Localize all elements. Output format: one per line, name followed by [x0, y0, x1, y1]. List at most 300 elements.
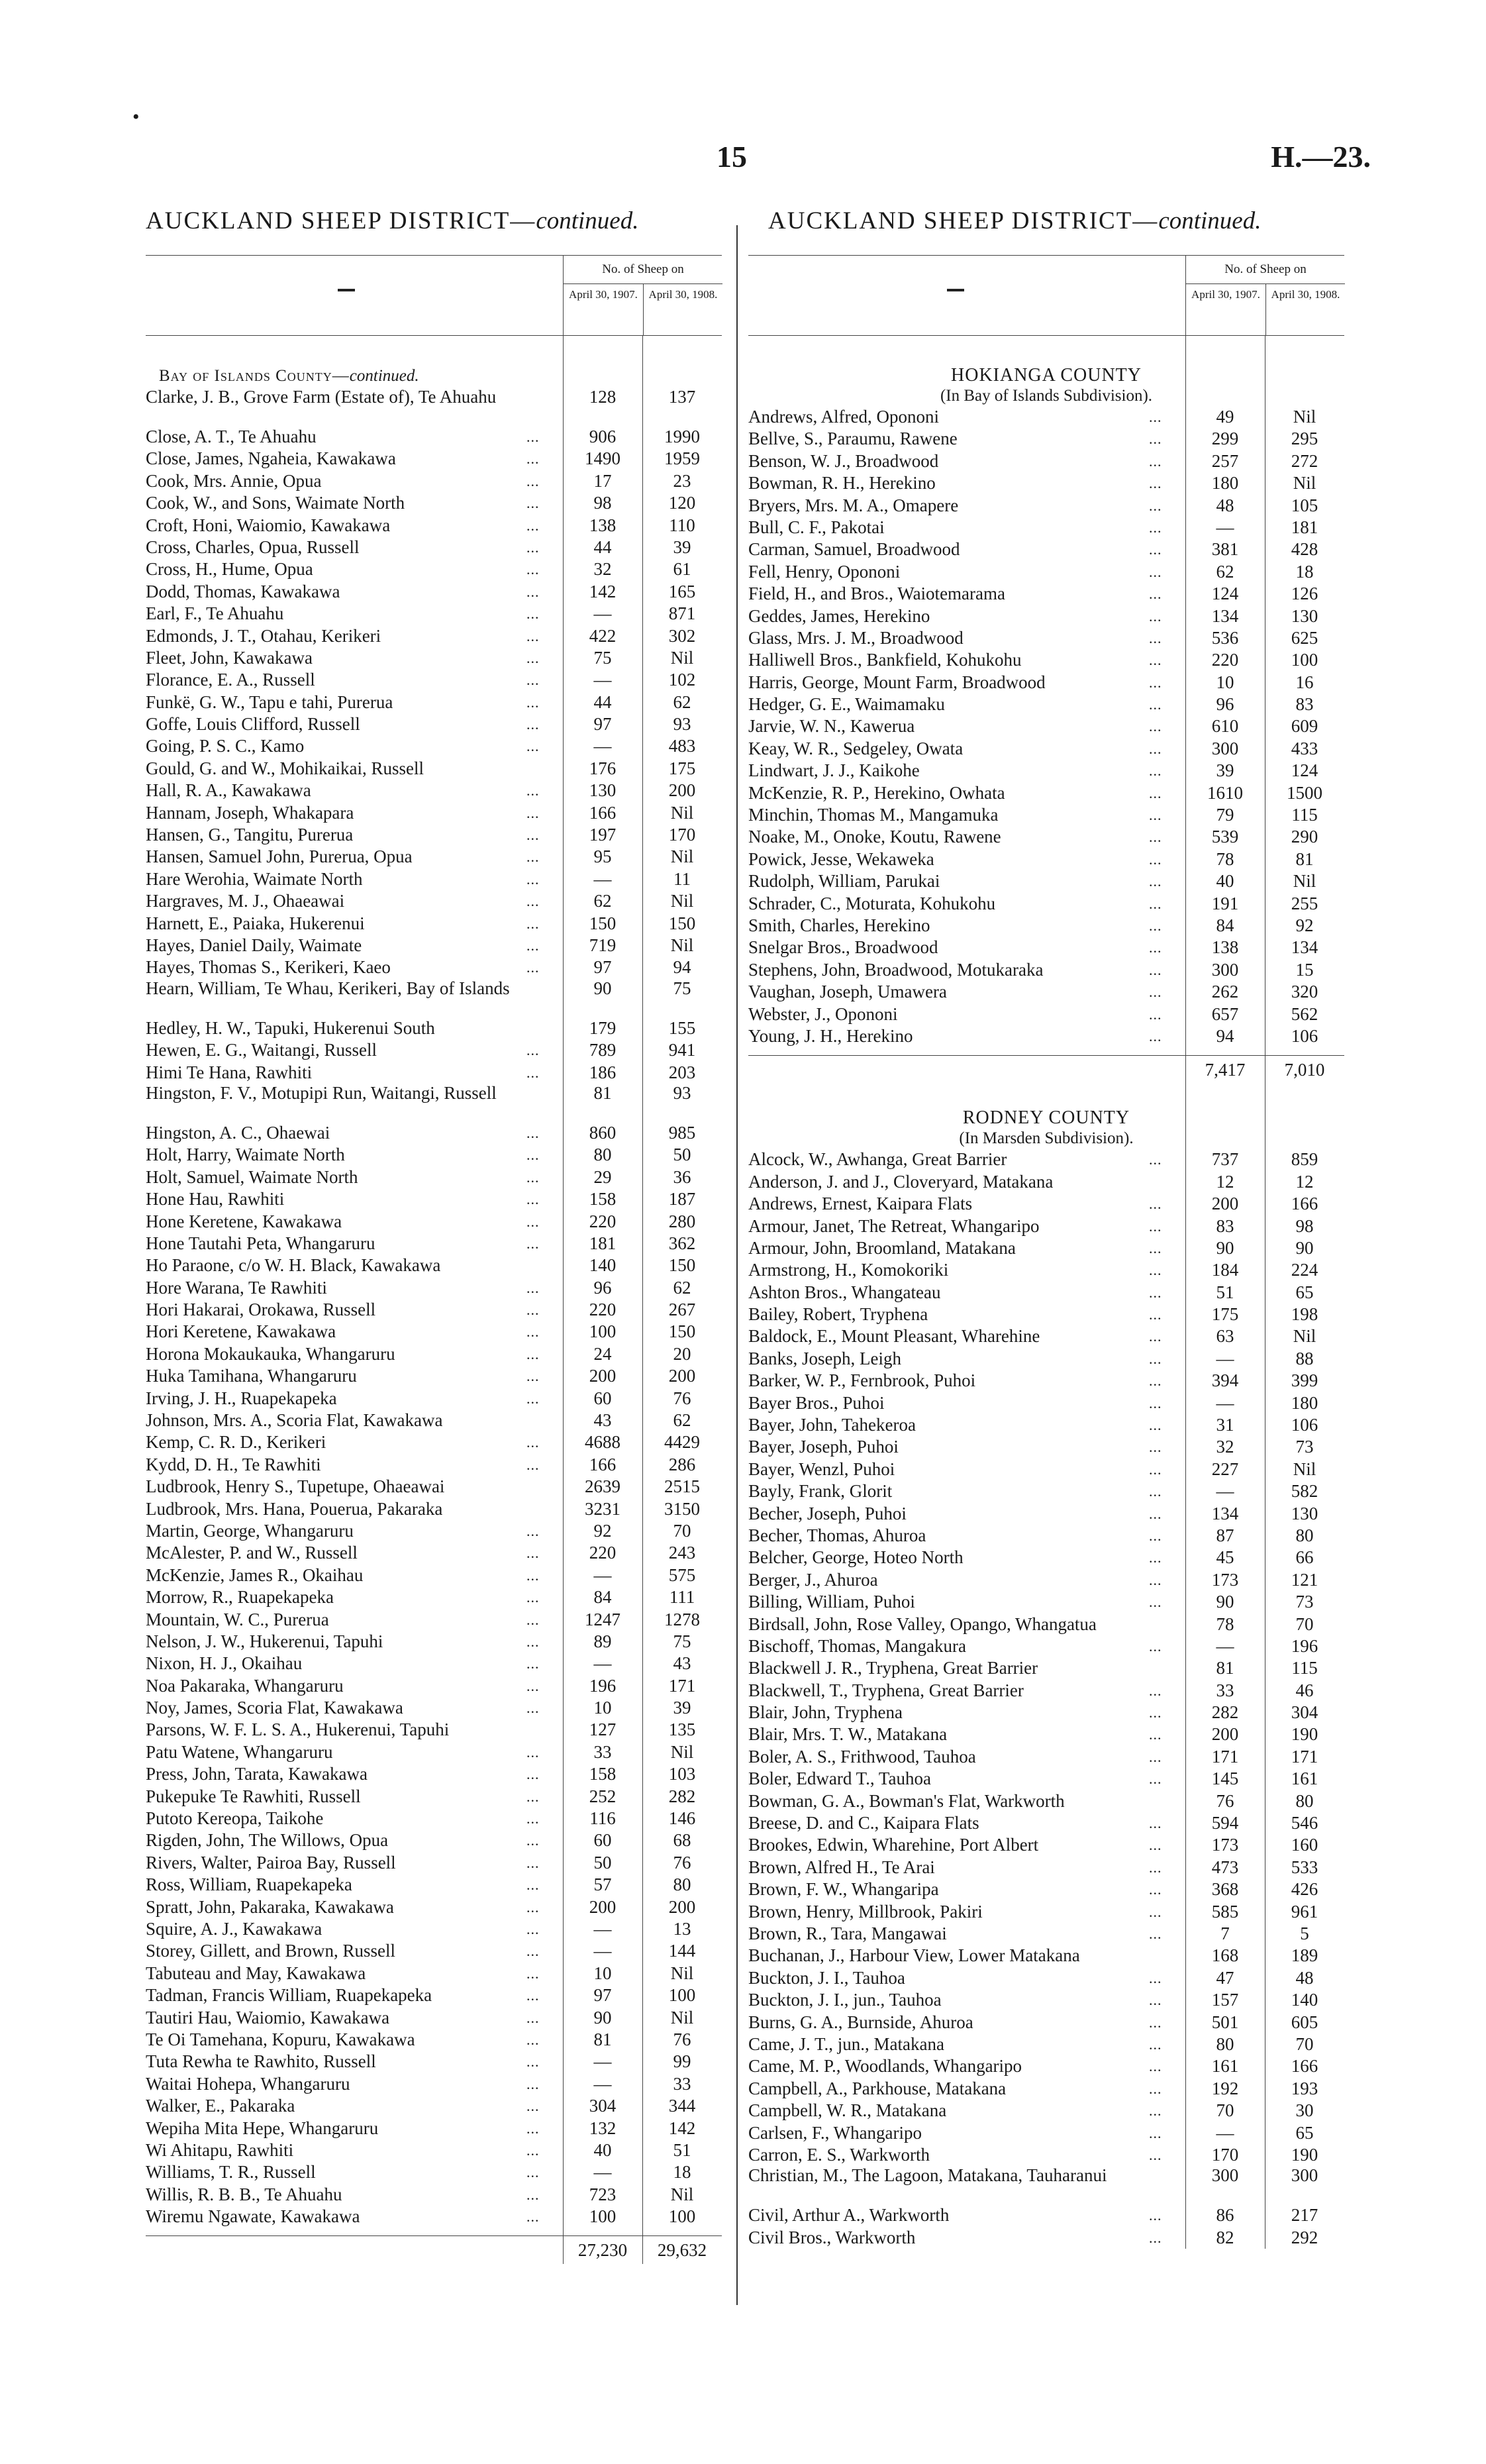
sheep-1907: 176 — [589, 758, 617, 778]
sheep-1908: 1278 — [664, 1609, 700, 1629]
sheep-1907: 82 — [1216, 2227, 1234, 2247]
sheep-1908: 90 — [1295, 1237, 1314, 1258]
leader-dots: ... — [526, 1743, 540, 1761]
leader-dots: ... — [1149, 807, 1162, 824]
sheep-1908: 51 — [673, 2139, 691, 2160]
holder-name: Barker, W. P., Fernbrook, Puhoi — [748, 1370, 976, 1391]
left-header-dash — [338, 289, 355, 291]
holder-name: Bryers, Mrs. M. A., Omapere — [748, 495, 959, 515]
leader-dots: ... — [526, 870, 540, 888]
leader-dots: ... — [1149, 2035, 1162, 2053]
table-row — [748, 1702, 1344, 1723]
sheep-1907: 184 — [1211, 1260, 1239, 1280]
sheep-1908: 130 — [1291, 1503, 1318, 1523]
leader-dots: ... — [526, 1042, 540, 1059]
table-row — [748, 2122, 1344, 2144]
leader-dots: ... — [1149, 740, 1162, 757]
leader-dots: ... — [526, 1390, 540, 1407]
sheep-1908: 189 — [1291, 1945, 1318, 1966]
sheep-1908: 20 — [673, 1343, 691, 1364]
sheep-1908: 2515 — [664, 1476, 700, 1497]
sheep-1908: 93 — [673, 1082, 691, 1103]
sheep-1908: 171 — [668, 1675, 696, 1696]
sheep-1907: 299 — [1211, 429, 1239, 449]
table-row — [748, 428, 1344, 450]
sheep-1908: 98 — [1295, 1215, 1314, 1236]
holder-name: Huka Tamihana, Whangaruru — [146, 1366, 357, 1386]
leader-dots: ... — [1149, 718, 1162, 735]
holder-name: Nixon, H. J., Okaihau — [146, 1653, 303, 1674]
sheep-1908: 61 — [673, 559, 691, 580]
leader-dots: ... — [1149, 1461, 1162, 1478]
right-heading-continued: continued. — [1158, 207, 1262, 234]
sheep-1907: 80 — [1216, 2033, 1234, 2054]
sheep-1908: 115 — [1291, 805, 1318, 825]
holder-name: Noy, James, Scoria Flat, Kawakawa — [146, 1698, 403, 1718]
sheep-1907: 7 — [1220, 1924, 1230, 1943]
table-row — [146, 1565, 722, 1586]
sheep-1908: Nil — [1293, 871, 1316, 892]
table-row — [146, 1697, 722, 1719]
left-total-1907: 27,230 — [577, 2240, 628, 2261]
table-row — [146, 979, 722, 1017]
sheep-1907: 150 — [589, 913, 617, 933]
sheep-1908: 150 — [668, 913, 696, 933]
holder-name: Walker, E., Pakaraka — [146, 2096, 295, 2116]
sheep-1907: 62 — [593, 891, 612, 911]
leader-dots: ... — [526, 1810, 540, 1827]
table-row — [748, 2100, 1344, 2122]
sheep-1907: 173 — [1211, 1835, 1239, 1855]
leader-dots: ... — [526, 605, 540, 623]
sheep-1907: 84 — [593, 1587, 612, 1608]
sheep-1907: 737 — [1211, 1149, 1239, 1170]
table-row — [748, 1436, 1344, 1458]
holder-name: Armour, Janet, The Retreat, Whangaripo — [748, 1215, 1040, 1236]
table-row — [748, 2227, 1344, 2249]
leader-dots: ... — [526, 1633, 540, 1650]
sheep-1907: 50 — [593, 1852, 612, 1873]
leader-dots: ... — [1149, 1925, 1162, 1942]
sheep-1908: 18 — [1295, 561, 1314, 582]
table-row — [748, 627, 1344, 649]
sheep-1908: 65 — [1295, 2122, 1314, 2143]
table-row — [146, 669, 722, 691]
leader-dots: ... — [526, 2208, 540, 2226]
table-row — [748, 1392, 1344, 1414]
sheep-1907: 4688 — [585, 1432, 620, 1453]
leader-dots: ... — [526, 1655, 540, 1672]
leader-dots: ... — [526, 472, 540, 489]
sheep-1908: 190 — [1291, 1724, 1318, 1745]
holder-name: Te Oi Tamehana, Kopuru, Kawakawa — [146, 2029, 415, 2049]
holder-name: Hansen, Samuel John, Purerua, Opua — [146, 847, 413, 867]
sheep-1907: 132 — [589, 2118, 617, 2138]
table-row — [146, 1918, 722, 1940]
table-row — [748, 1304, 1344, 1325]
sheep-1907: 90 — [593, 2007, 612, 2028]
leader-dots: ... — [1149, 2014, 1162, 2031]
sheep-1908: 80 — [673, 1874, 691, 1895]
sheep-1907: 145 — [1211, 1769, 1239, 1789]
sheep-1907: 80 — [593, 1145, 612, 1165]
sheep-1908: 160 — [1291, 1835, 1318, 1855]
sheep-1907: 142 — [589, 581, 617, 601]
table-row — [146, 1211, 722, 1233]
sheep-1907: 192 — [1211, 2078, 1239, 2098]
sheep-1907: 158 — [589, 1764, 617, 1784]
holder-name: Civil, Arthur A., Warkworth — [748, 2205, 950, 2226]
sheep-1907: — — [1216, 1392, 1234, 1413]
leader-dots: ... — [526, 1788, 540, 1805]
leader-dots: ... — [526, 1279, 540, 1296]
holder-name: Ludbrook, Mrs. Hana, Pouerua, Pakaraka — [146, 1498, 443, 1519]
leader-dots: ... — [1149, 497, 1162, 514]
table-row — [748, 937, 1344, 958]
table-row — [146, 1454, 722, 1476]
sheep-1907: 81 — [593, 1082, 612, 1103]
holder-name: Rigden, John, The Willows, Opua — [146, 1830, 389, 1851]
sheep-1907: 282 — [1211, 1702, 1239, 1723]
leader-dots: ... — [1149, 519, 1162, 536]
holder-name: Burns, G. A., Burnside, Ahuroa — [748, 2012, 973, 2032]
holder-name: Powick, Jesse, Wekaweka — [748, 848, 934, 869]
sheep-1908: 433 — [1291, 738, 1318, 758]
sheep-1907: 12 — [1216, 1171, 1234, 1192]
sheep-1908: 88 — [1295, 1348, 1314, 1368]
sheep-1908: 344 — [668, 2096, 696, 2116]
table-row — [748, 826, 1344, 848]
holder-name: Becher, Thomas, Ahuroa — [748, 1525, 926, 1545]
table-row — [146, 1542, 722, 1564]
leader-dots: ... — [1149, 1837, 1162, 1854]
table-row — [146, 1763, 722, 1785]
holder-name: Florance, E. A., Russell — [146, 670, 315, 690]
left-total-1908: 29,632 — [657, 2240, 707, 2261]
sheep-1907: 220 — [589, 1300, 617, 1320]
sheep-1907: 17 — [593, 470, 612, 491]
table-row — [146, 1388, 722, 1410]
holder-name: Benson, W. J., Broadwood — [748, 450, 939, 471]
table-row — [146, 802, 722, 824]
sheep-1908: 93 — [673, 714, 691, 735]
hokianga-section — [748, 336, 1344, 1084]
sheep-1907: 789 — [589, 1040, 617, 1060]
sheep-1908: 255 — [1291, 893, 1318, 913]
sheep-1908: 200 — [668, 1896, 696, 1917]
sheep-1908: 124 — [1291, 760, 1318, 781]
sheep-1908: 80 — [1295, 1790, 1314, 1811]
leader-dots: ... — [526, 738, 540, 755]
table-row — [748, 495, 1344, 517]
table-row — [748, 1503, 1344, 1525]
holder-name: Smith, Charles, Herekino — [748, 915, 930, 935]
holder-name: Boler, A. S., Frithwood, Tauhoa — [748, 1746, 976, 1767]
table-row — [146, 1829, 722, 1851]
table-row — [146, 935, 722, 956]
sheep-1907: 44 — [593, 692, 612, 712]
sheep-1908: 75 — [673, 1631, 691, 1651]
table-row — [748, 1325, 1344, 1347]
table-row — [146, 2118, 722, 2139]
sheep-1908: Nil — [670, 802, 694, 823]
holder-name: Fleet, John, Kawakawa — [146, 647, 313, 668]
sheep-1908: 46 — [1295, 1680, 1314, 1700]
sheep-1908: 871 — [668, 603, 696, 624]
leader-dots: ... — [1149, 939, 1162, 956]
sheep-1907: — — [1216, 1635, 1234, 1656]
holder-name: Christian, M., The Lagoon, Matakana, Tauharanui — [748, 2166, 1107, 2186]
holder-name: Kydd, D. H., Te Rawhiti — [146, 1454, 321, 1474]
sheep-1908: 39 — [673, 1698, 691, 1718]
holder-name: Halliwell Bros., Bankfield, Kohukohu — [748, 650, 1022, 670]
sheep-1908: 144 — [668, 1941, 696, 1961]
holder-name: Alcock, W., Awhanga, Great Barrier — [748, 1149, 1007, 1170]
leader-dots: ... — [1149, 409, 1162, 425]
sheep-1907: 87 — [1216, 1525, 1234, 1545]
table-row — [748, 1768, 1344, 1790]
sheep-1908: 170 — [668, 825, 696, 845]
sheep-1908: 68 — [673, 1830, 691, 1851]
sheep-1907: 10 — [593, 1963, 612, 1983]
table-row — [748, 539, 1344, 560]
sheep-1907: 300 — [1211, 2165, 1239, 2186]
table-row — [748, 1746, 1344, 1768]
holder-name: Boler, Edward T., Tauhoa — [748, 1769, 931, 1789]
leader-dots: ... — [1149, 1483, 1162, 1500]
sheep-1908: 155 — [668, 1017, 696, 1038]
holder-name: Birdsall, John, Rose Valley, Opango, Whangatua — [748, 1614, 1097, 1634]
holder-name: Hingston, A. C., Ohaewai — [146, 1122, 330, 1143]
sheep-1908: 106 — [1291, 1415, 1318, 1435]
table-row — [146, 868, 722, 890]
sheep-1908: 115 — [1291, 1658, 1318, 1678]
sheep-1907: 62 — [1216, 561, 1234, 582]
leader-dots: ... — [1149, 2124, 1162, 2141]
sheep-1908: 280 — [668, 1211, 696, 1231]
sheep-1907: — — [593, 2162, 612, 2182]
holder-name: Andrews, Ernest, Kaipara Flats — [748, 1194, 973, 1214]
leader-dots: ... — [526, 1545, 540, 1562]
table-row — [748, 2204, 1344, 2226]
leader-dots: ... — [1149, 1704, 1162, 1721]
holder-name: Hansen, G., Tangitu, Purerua — [146, 825, 354, 845]
table-row — [146, 846, 722, 868]
table-row — [748, 981, 1344, 1003]
table-row — [748, 915, 1344, 937]
leader-dots: ... — [1149, 452, 1162, 470]
holder-name: Berger, J., Ahuroa — [748, 1569, 878, 1590]
leader-dots: ... — [526, 1611, 540, 1628]
sheep-1908: 181 — [1291, 517, 1318, 537]
sheep-1908: 121 — [1291, 1569, 1318, 1590]
leader-dots: ... — [1149, 829, 1162, 846]
left-header-group — [563, 256, 722, 335]
leader-dots: ... — [526, 782, 540, 799]
table-row — [146, 2184, 722, 2206]
sheep-1907: 130 — [589, 780, 617, 801]
holder-name: Blackwell J. R., Tryphena, Great Barrier — [748, 1658, 1038, 1678]
leader-dots: ... — [526, 450, 540, 468]
sheep-1907: 140 — [589, 1255, 617, 1276]
leader-dots: ... — [526, 893, 540, 910]
sheep-1907: 138 — [589, 515, 617, 535]
sheep-1908: 200 — [668, 780, 696, 801]
table-row — [748, 1657, 1344, 1679]
sheep-1908: 1990 — [664, 427, 700, 446]
table-row — [748, 1171, 1344, 1193]
table-row — [748, 760, 1344, 782]
leader-dots: ... — [526, 539, 540, 556]
holder-name: Campbell, A., Parkhouse, Matakana — [748, 2078, 1007, 2098]
sheep-1908: Nil — [1293, 407, 1316, 427]
leader-dots: ... — [1149, 1903, 1162, 1920]
rodney-subtitle: (In Marsden Subdivision). — [959, 1129, 1134, 1148]
sheep-1907: 1247 — [585, 1609, 620, 1629]
holder-name: Buckton, J. I., jun., Tauhoa — [748, 1990, 942, 2010]
table-row — [146, 1896, 722, 1918]
table-row — [146, 1299, 722, 1321]
sheep-1908: 80 — [1295, 1525, 1314, 1545]
sheep-1907: 31 — [1216, 1415, 1234, 1435]
right-heading-main: AUCKLAND SHEEP DISTRICT— — [768, 207, 1159, 234]
leader-dots: ... — [1149, 2080, 1162, 2097]
holder-name: Hori Hakarai, Orokawa, Russell — [146, 1300, 376, 1320]
sheep-1907: 124 — [1211, 584, 1239, 604]
sheep-1908: 110 — [669, 515, 695, 535]
leader-dots: ... — [526, 1700, 540, 1717]
sheep-1907: 200 — [1211, 1724, 1239, 1745]
sheep-1907: 1490 — [585, 448, 620, 469]
right-header-group — [1185, 256, 1345, 335]
sheep-1907: 171 — [1211, 1746, 1239, 1767]
sheep-1907: 166 — [589, 802, 617, 823]
table-row — [748, 1591, 1344, 1613]
holder-name: Hare Werohia, Waimate North — [146, 868, 363, 889]
table-row — [146, 1741, 722, 1763]
leader-dots: ... — [1149, 1549, 1162, 1566]
holder-name: Hone Keretene, Kawakawa — [146, 1211, 342, 1231]
sheep-1907: 10 — [1216, 672, 1234, 692]
holder-name: Waitai Hohepa, Whangaruru — [146, 2073, 350, 2094]
holder-name: Geddes, James, Herekino — [748, 605, 930, 626]
holder-name: Webster, J., Opononi — [748, 1003, 898, 1024]
sheep-1908: 111 — [669, 1587, 695, 1608]
left-entries — [146, 387, 722, 2264]
sheep-1907: 186 — [589, 1062, 617, 1082]
sheep-1907: — — [1216, 1348, 1234, 1368]
sheep-1907: 906 — [589, 427, 617, 446]
sheep-1907: 723 — [589, 2184, 617, 2204]
sheep-1907: 75 — [593, 647, 612, 668]
table-row — [748, 1025, 1344, 1047]
sheep-1908: 43 — [673, 1653, 691, 1674]
table-row — [146, 713, 722, 735]
leader-dots: ... — [1149, 475, 1162, 492]
leader-dots: ... — [1149, 917, 1162, 934]
leader-dots: ... — [526, 649, 540, 666]
sheep-1908: Nil — [670, 2184, 694, 2204]
sheep-1907: 304 — [589, 2096, 617, 2116]
sheep-1908: 200 — [668, 1366, 696, 1386]
leader-dots: ... — [1149, 1859, 1162, 1876]
sheep-1908: 70 — [1295, 2033, 1314, 2054]
rodney-title: RODNEY COUNTY — [962, 1107, 1130, 1129]
sheep-1907: 170 — [1211, 2144, 1239, 2165]
sheep-1907: — — [593, 1941, 612, 1961]
sheep-1907: 539 — [1211, 827, 1239, 847]
leader-dots: ... — [526, 517, 540, 534]
leader-dots: ... — [526, 2031, 540, 2048]
table-row — [748, 1414, 1344, 1436]
table-row — [146, 2139, 722, 2161]
sheep-1908: 65 — [1295, 1282, 1314, 1302]
leader-dots: ... — [526, 1191, 540, 1208]
sheep-1908: 81 — [1295, 848, 1314, 869]
leader-dots: ... — [1149, 1682, 1162, 1699]
sheep-1908: 300 — [1291, 2165, 1318, 2186]
sheep-1907: 81 — [1216, 1658, 1234, 1678]
leader-dots: ... — [1149, 1372, 1162, 1390]
leader-dots: ... — [1149, 1239, 1162, 1257]
sheep-1907: 97 — [593, 957, 612, 978]
leader-dots: ... — [526, 848, 540, 866]
leader-dots: ... — [526, 1147, 540, 1164]
table-row — [748, 1480, 1344, 1502]
table-row — [748, 1370, 1344, 1392]
sheep-1907: 33 — [1216, 1680, 1234, 1700]
table-row — [748, 1525, 1344, 1547]
sheep-1908: 5 — [1300, 1924, 1309, 1943]
sheep-1908: 70 — [673, 1520, 691, 1541]
leader-dots: ... — [1149, 1815, 1162, 1832]
table-row — [748, 1459, 1344, 1480]
sheep-1908: 75 — [673, 978, 691, 998]
sheep-1907: 97 — [593, 714, 612, 735]
table-row — [748, 738, 1344, 760]
holder-name: Tabuteau and May, Kawakawa — [146, 1963, 366, 1983]
leader-dots: ... — [526, 627, 540, 644]
leader-dots: ... — [1149, 1771, 1162, 1788]
leader-dots: ... — [1149, 1992, 1162, 2009]
table-row — [748, 804, 1344, 826]
table-row — [748, 893, 1344, 915]
holder-name: Armstrong, H., Komokoriki — [748, 1260, 949, 1280]
right-header-1907: April 30, 1907. — [1191, 288, 1260, 301]
table-row — [146, 2073, 722, 2095]
sheep-1907: 257 — [1211, 450, 1239, 471]
sheep-1908: 137 — [668, 387, 696, 407]
holder-name: Cook, Mrs. Annie, Opua — [146, 470, 322, 491]
sheep-1908: 426 — [1291, 1879, 1318, 1900]
sheep-1908: 282 — [668, 1786, 696, 1806]
table-row — [146, 1984, 722, 2006]
sheep-1907: — — [1216, 2122, 1234, 2143]
holder-name: Cook, W., and Sons, Waimate North — [146, 493, 405, 513]
sheep-1908: 428 — [1291, 539, 1318, 560]
sheep-1907: 100 — [589, 2206, 617, 2227]
leader-dots: ... — [1149, 1328, 1162, 1345]
page-number: 15 — [717, 140, 747, 174]
holder-name: Press, John, Tarata, Kawakawa — [146, 1764, 368, 1784]
holder-name: Hayes, Daniel Daily, Waimate — [146, 935, 362, 955]
holder-name: Vaughan, Joseph, Umawera — [748, 982, 947, 1002]
holder-name: Rivers, Walter, Pairoa Bay, Russell — [146, 1852, 396, 1873]
table-row — [146, 2161, 722, 2183]
sheep-1908: 140 — [1291, 1990, 1318, 2010]
holder-name: Squire, A. J., Kawakawa — [146, 1919, 322, 1939]
sheep-1907: — — [593, 1565, 612, 1585]
